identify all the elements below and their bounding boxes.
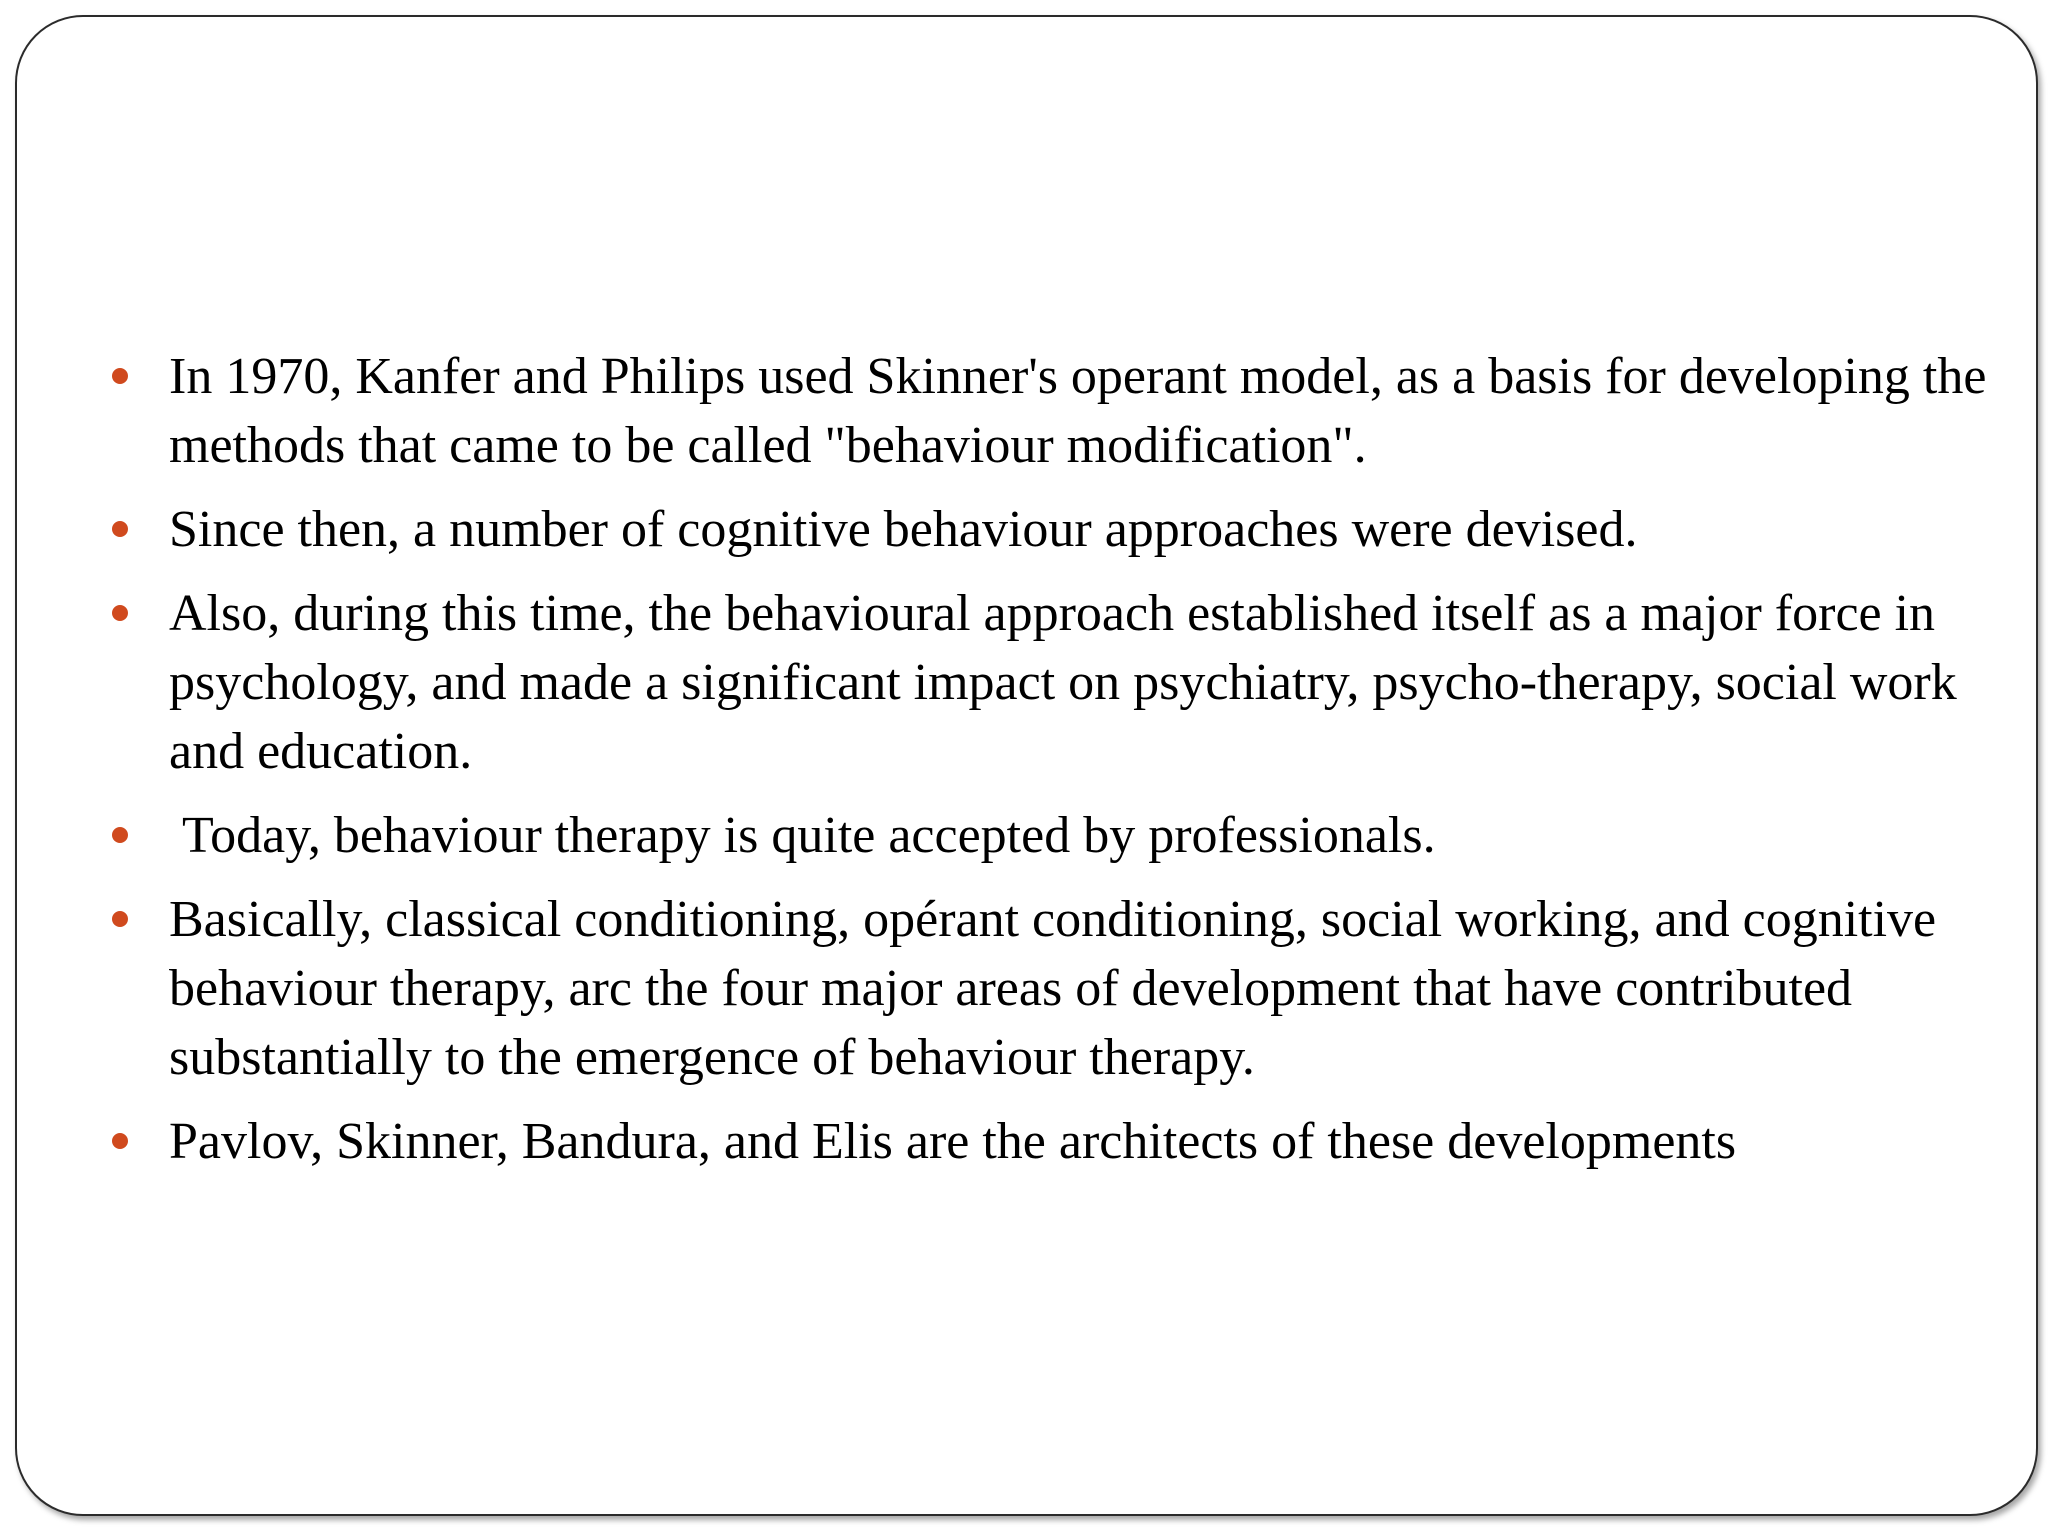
bullet-item	[17, 801, 2040, 870]
bullet-text: Since then, a number of cognitive behaviour approaches were devised.	[169, 501, 1638, 558]
bullet-text: Also, during this time, the behavioural approach established itself as a major force in psychology, and made a significant impact on psychiatry, psycho-therapy, social work and education.	[169, 585, 1970, 780]
bullet-dot-icon	[112, 521, 128, 537]
bullet-text: Today, behaviour therapy is quite accepted by professionals.	[169, 807, 1436, 864]
bullet-dot-icon	[112, 605, 128, 621]
bullet-dot-icon	[112, 911, 128, 927]
bullet-list	[17, 342, 2040, 1191]
bullet-text: Pavlov, Skinner, Bandura, and Elis are the architects of these developments	[169, 1113, 1737, 1170]
bullet-item	[17, 1107, 2040, 1176]
bullet-dot-icon	[112, 827, 128, 843]
bullet-item	[17, 885, 2040, 1092]
bullet-item	[17, 495, 2040, 564]
bullet-dot-icon	[112, 1133, 128, 1149]
bullet-item	[17, 579, 2040, 786]
slide-frame	[15, 15, 2038, 1516]
bullet-item	[17, 342, 2040, 480]
bullet-dot-icon	[112, 368, 128, 384]
bullet-text: Basically, classical conditioning, opérant conditioning, social working, and cognitive behaviour therapy, arc the four major areas of development that have contributed substantially to the emergence of behaviour therapy.	[169, 891, 1950, 1086]
bullet-text: In 1970, Kanfer and Philips used Skinner's operant model, as a basis for developing the methods that came to be called "behaviour modification".	[169, 348, 2000, 474]
